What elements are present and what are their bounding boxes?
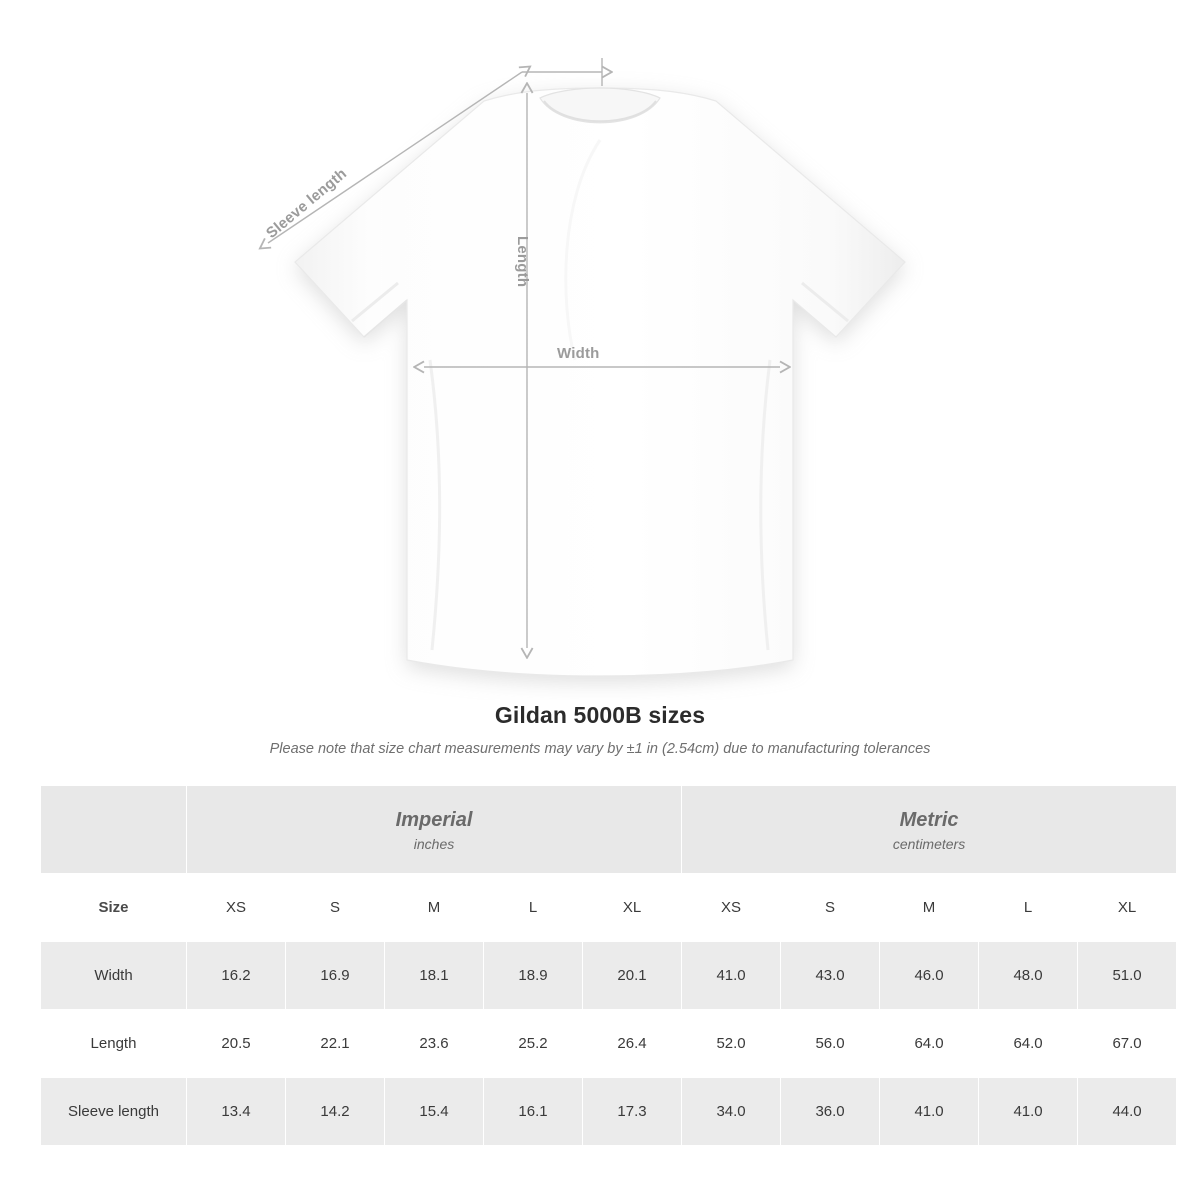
cell-width-m-metric: 46.0	[880, 942, 979, 1010]
cell-width-l-imperial: 18.9	[484, 942, 583, 1010]
unit-group-imperial	[187, 786, 682, 874]
cell-sleeve-l-metric: 41.0	[979, 1078, 1078, 1146]
size-header-xl-imperial: XL	[583, 874, 682, 942]
cell-length-l-metric: 64.0	[979, 1010, 1078, 1078]
size-header-l-metric: L	[979, 874, 1078, 942]
cell-sleeve-s-imperial: 14.2	[286, 1078, 385, 1146]
size-header-l-imperial: L	[484, 874, 583, 942]
page-title: Gildan 5000B sizes	[494, 702, 706, 728]
cell-length-m-metric: 64.0	[880, 1010, 979, 1078]
cell-sleeve-l-imperial: 16.1	[484, 1078, 583, 1146]
width-dimension-label: Width	[557, 345, 600, 362]
cell-width-m-imperial: 18.1	[385, 942, 484, 1010]
size-header-label: Size	[41, 874, 187, 942]
tshirt-shape	[295, 88, 905, 676]
cell-sleeve-xs-metric: 34.0	[682, 1078, 781, 1146]
cell-sleeve-m-metric: 41.0	[880, 1078, 979, 1146]
cell-sleeve-m-imperial: 15.4	[385, 1078, 484, 1146]
row-label-length: Length	[41, 1010, 187, 1078]
measurement-note: Please note that size chart measurements may vary by ±1 in (2.54cm) due to manufacturing tolerances	[269, 741, 931, 757]
cell-width-s-imperial: 16.9	[286, 942, 385, 1010]
unit-header-row	[41, 786, 1177, 874]
size-table	[40, 785, 1177, 1146]
cell-width-xs-imperial: 16.2	[187, 942, 286, 1010]
cell-sleeve-xl-metric: 44.0	[1078, 1078, 1177, 1146]
title-block	[0, 702, 1200, 757]
unit-group-metric-name: Metric	[899, 808, 959, 831]
size-header-xl-metric: XL	[1078, 874, 1177, 942]
row-label-width: Width	[41, 942, 187, 1010]
size-header-xs-metric: XS	[682, 874, 781, 942]
cell-width-l-metric: 48.0	[979, 942, 1078, 1010]
cell-sleeve-s-metric: 36.0	[781, 1078, 880, 1146]
cell-length-xs-metric: 52.0	[682, 1010, 781, 1078]
cell-width-xl-imperial: 20.1	[583, 942, 682, 1010]
size-header-s-imperial: S	[286, 874, 385, 942]
length-dimension-label: Length	[514, 236, 531, 288]
table-row	[41, 1078, 1177, 1146]
table-row	[41, 942, 1177, 1010]
cell-width-xs-metric: 41.0	[682, 942, 781, 1010]
cell-length-l-imperial: 25.2	[484, 1010, 583, 1078]
size-table-wrapper	[40, 785, 1160, 1146]
size-header-s-metric: S	[781, 874, 880, 942]
cell-length-xl-imperial: 26.4	[583, 1010, 682, 1078]
size-header-m-imperial: M	[385, 874, 484, 942]
unit-group-metric	[682, 786, 1177, 874]
cell-sleeve-xs-imperial: 13.4	[187, 1078, 286, 1146]
unit-group-imperial-sub: inches	[413, 835, 455, 852]
cell-length-xl-metric: 67.0	[1078, 1010, 1177, 1078]
table-corner-cell	[41, 786, 187, 874]
cell-width-xl-metric: 51.0	[1078, 942, 1177, 1010]
table-row	[41, 1010, 1177, 1078]
size-header-m-metric: M	[880, 874, 979, 942]
cell-length-xs-imperial: 20.5	[187, 1010, 286, 1078]
sleeve-length-dimension-label: Sleeve length	[263, 165, 351, 242]
unit-group-imperial-name: Imperial	[395, 808, 473, 831]
cell-sleeve-xl-imperial: 17.3	[583, 1078, 682, 1146]
cell-length-m-imperial: 23.6	[385, 1010, 484, 1078]
cell-length-s-imperial: 22.1	[286, 1010, 385, 1078]
row-label-sleeve-length: Sleeve length	[41, 1078, 187, 1146]
cell-width-s-metric: 43.0	[781, 942, 880, 1010]
cell-length-s-metric: 56.0	[781, 1010, 880, 1078]
size-header-row	[41, 874, 1177, 942]
unit-group-metric-sub: centimeters	[892, 835, 966, 852]
size-header-xs-imperial: XS	[187, 874, 286, 942]
